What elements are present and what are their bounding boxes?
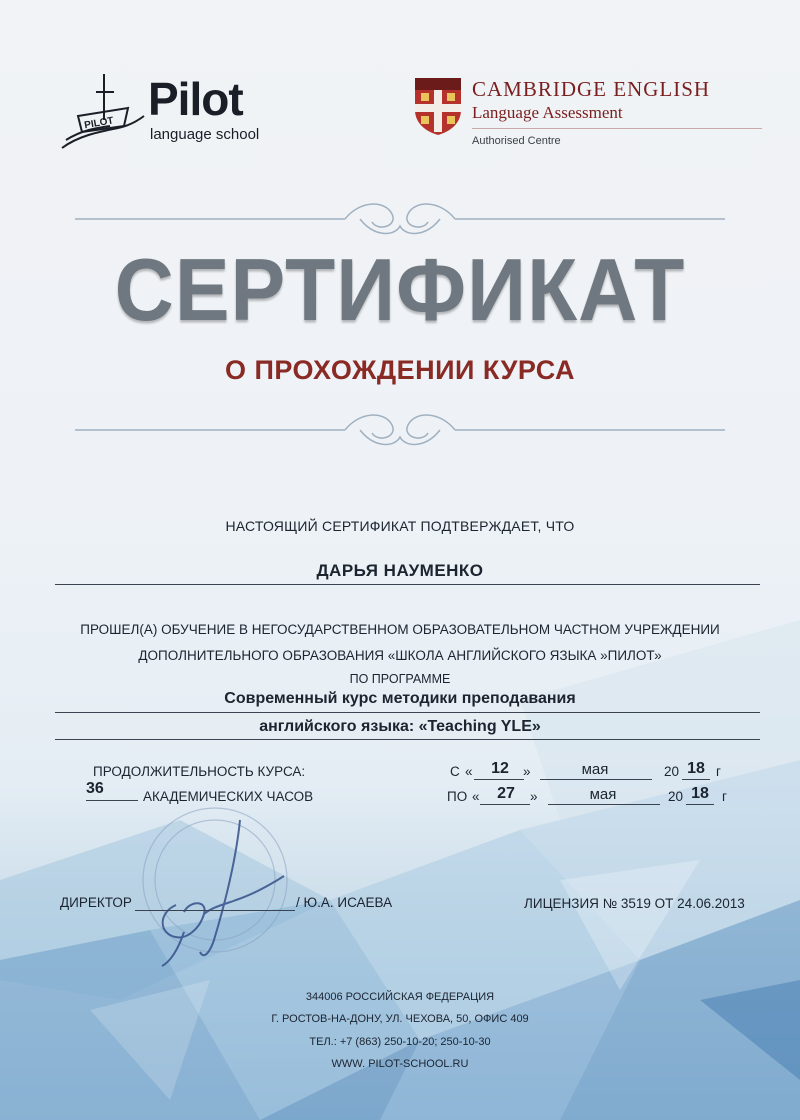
date-to-quote-open: « [472, 789, 480, 804]
svg-text:PILOT: PILOT [83, 115, 115, 132]
date-to-day: 27 [497, 785, 515, 802]
address-line3: ТЕЛ.: +7 (863) 250-10-20; 250-10-30 [309, 1036, 491, 1048]
training-text-line1: ПРОШЕЛ(А) ОБУЧЕНИЕ В НЕГОСУДАРСТВЕННОМ ОБРАЗОВАТЕЛЬНОМ ЧАСТНОМ УЧРЕЖДЕНИИ [80, 622, 720, 637]
hours-label: АКАДЕМИЧЕСКИХ ЧАСОВ [143, 789, 314, 804]
director-label: ДИРЕКТОР [60, 895, 132, 910]
date-from-year-prefix: 20 [664, 764, 680, 779]
date-from-year-unit: г [716, 764, 721, 779]
date-from-prefix: С [450, 764, 460, 779]
date-from-quote-open: « [465, 764, 473, 779]
date-from-quote-close: » [523, 764, 531, 779]
cambridge-name: CAMBRIDGE ENGLISH [472, 77, 711, 101]
date-to-month: мая [589, 786, 617, 803]
date-from-day: 12 [491, 760, 509, 777]
pilot-brand-name: Pilot [148, 73, 243, 125]
license-text: ЛИЦЕНЗИЯ № 3519 ОТ 24.06.2013 [524, 896, 745, 911]
date-to-quote-close: » [530, 789, 538, 804]
cambridge-subtitle: Language Assessment [472, 103, 623, 122]
date-to-prefix: ПО [447, 789, 468, 804]
hours-value: 36 [86, 780, 104, 797]
address-line2: Г. РОСТОВ-НА-ДОНУ, УЛ. ЧЕХОВА, 50, ОФИС 409 [271, 1013, 529, 1025]
program-title-line2: английского языка: «Teaching YLE» [259, 718, 541, 735]
director-signature-line [135, 910, 295, 911]
program-title-line1: Современный курс методики преподавания [224, 690, 576, 707]
date-to-year-unit: г [722, 789, 727, 804]
date-from-year-suffix: 18 [687, 760, 705, 777]
certificate-subtitle: О ПРОХОЖДЕНИИ КУРСА [224, 355, 576, 385]
date-from-month: мая [581, 761, 609, 778]
address-line1: 344006 РОССИЙСКАЯ ФЕДЕРАЦИЯ [305, 991, 495, 1003]
cambridge-authorised: Authorised Centre [472, 135, 561, 147]
address-line4: WWW. PILOT-SCHOOL.RU [331, 1058, 469, 1070]
pilot-brand-subtitle: language school [150, 126, 260, 143]
confirm-text: НАСТОЯЩИЙ СЕРТИФИКАТ ПОДТВЕРЖДАЕТ, ЧТО [225, 518, 575, 534]
program-label: ПО ПРОГРАММЕ [349, 672, 451, 686]
student-name: ДАРЬЯ НАУМЕНКО [316, 561, 484, 580]
date-to-year-prefix: 20 [668, 789, 684, 804]
training-text-line2: ДОПОЛНИТЕЛЬНОГО ОБРАЗОВАНИЯ «ШКОЛА АНГЛИЙСКОГО ЯЗЫКА »ПИЛОТ» [138, 648, 662, 663]
director-name: / Ю.А. ИСАЕВА [296, 895, 393, 910]
duration-label: ПРОДОЛЖИТЕЛЬНОСТЬ КУРСА: [93, 764, 306, 779]
certificate-title: СЕРТИФИКАТ [114, 241, 686, 340]
date-to-year-suffix: 18 [691, 785, 709, 802]
